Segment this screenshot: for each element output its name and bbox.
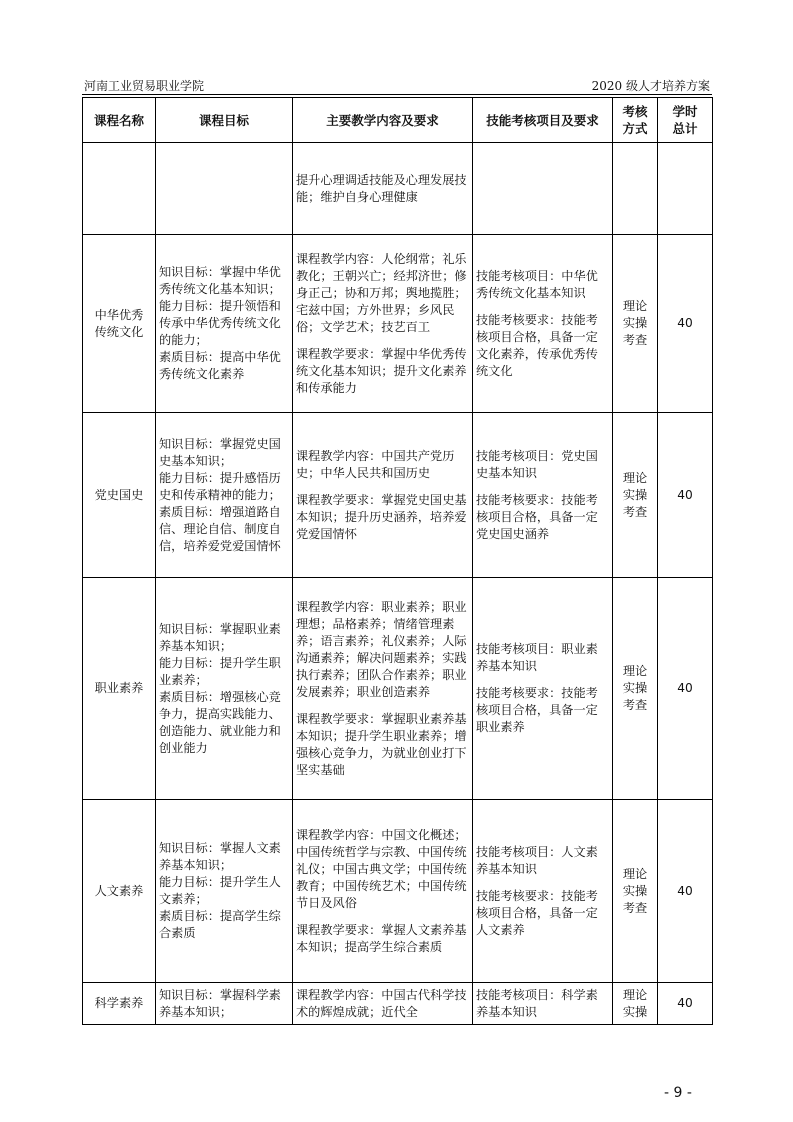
skill-assessment: 技能考核项目：人文素养基本知识 技能考核要求：技能考核项目合格，具备一定人文素养 [473,800,613,983]
assessment-method: 理论 实操 [613,983,658,1025]
assessment-method: 理论 实操 考查 [613,578,658,800]
skill-assessment: 技能考核项目：职业素养基本知识 技能考核要求：技能考核项目合格，具备一定职业素养 [473,578,613,800]
skill-assessment: 技能考核项目：科学素养基本知识 [473,983,613,1025]
course-name: 人文素养 [83,800,156,983]
skill-assessment: 技能考核项目：中华优秀传统文化基本知识 技能考核要求：技能考核项目合格，具备一定文化素养，传承优秀传统文化 [473,235,613,413]
course-goal: 知识目标：掌握人文素养基本知识； 能力目标：提升学生人文素养； 素质目标：提高学生综合素质 [156,800,293,983]
course-goal: 知识目标：掌握党史国史基本知识； 能力目标：提升感悟历史和传承精神的能力； 素质目标：增强道路自信、理论自信、制度自信，培养爱党爱国情怀 [156,413,293,578]
table-row [83,413,713,578]
course-goal: 知识目标：掌握职业素养基本知识； 能力目标：提升学生职业素养； 素质目标：增强核心竞争力，提高实践能力、创造能力、就业能力和创业能力 [156,578,293,800]
table-row-continued [83,143,713,235]
table-row [83,235,713,413]
course-name: 科学素养 [83,983,156,1025]
col-hours: 学时 总计 [658,98,713,143]
course-name: 中华优秀 传统文化 [83,235,156,413]
assessment-method: 理论 实操 考查 [613,235,658,413]
total-hours: 40 [658,800,713,983]
table-row [83,983,713,1025]
running-header [82,76,712,95]
page-number: - 9 - [664,1085,692,1101]
course-content: 课程教学内容：中国古代科学技术的辉煌成就；近代全 [293,983,473,1025]
skill-assessment: 技能考核项目：党史国史基本知识 技能考核要求：技能考核项目合格，具备一定党史国史涵养 [473,413,613,578]
col-assess: 考核 方式 [613,98,658,143]
assessment-method: 理论 实操 考查 [613,800,658,983]
course-content: 课程教学内容：人伦纲常；礼乐教化；王朝兴亡；经邦济世；修身正己；协和万邦；舆地揽胜；宅兹中国；方外世界；乡风民俗；文学艺术；技艺百工 课程教学要求：掌握中华优秀传统文化基本知识；提升文化素养和传承能力 [293,235,473,413]
course-content: 课程教学内容：中国共产党历史；中华人民共和国历史 课程教学要求：掌握党史国史基本知识；提升历史涵养，培养爱党爱国情怀 [293,413,473,578]
curriculum-table [82,97,713,1025]
col-skill: 技能考核项目及要求 [473,98,613,143]
course-content: 课程教学内容：职业素养；职业理想；品格素养；情绪管理素养；语言素养；礼仪素养；人际沟通素养；解决问题素养；实践执行素养；团队合作素养；职业发展素养；职业创造素养 课程教学要求：掌握职业素养基本知识；提升学生职业素养；增强核心竞争力，为就业创业打下坚实基础 [293,578,473,800]
total-hours: 40 [658,983,713,1025]
total-hours: 40 [658,578,713,800]
table-row [83,578,713,800]
total-hours: 40 [658,413,713,578]
course-goal: 知识目标：掌握科学素养基本知识； [156,983,293,1025]
course-name: 职业素养 [83,578,156,800]
table-row [83,800,713,983]
col-content: 主要教学内容及要求 [293,98,473,143]
continued-content: 提升心理调适技能及心理发展技能；维护自身心理健康 [293,143,473,235]
course-goal: 知识目标：掌握中华优秀传统文化基本知识； 能力目标：提升领悟和传承中华优秀传统文化的能力； 素质目标：提高中华优秀传统文化素养 [156,235,293,413]
header-plan: 2020 级人才培养方案 [591,79,710,93]
course-name: 党史国史 [83,413,156,578]
total-hours: 40 [658,235,713,413]
col-course-goal: 课程目标 [156,98,293,143]
header-school: 河南工业贸易职业学院 [84,79,205,93]
assessment-method: 理论 实操 考查 [613,413,658,578]
table-header-row [83,98,713,143]
course-content: 课程教学内容：中国文化概述；中国传统哲学与宗教、中国传统礼仪；中国古典文学；中国传统教育；中国传统艺术；中国传统节日及风俗 课程教学要求：掌握人文素养基本知识；提高学生综合素质 [293,800,473,983]
col-course-name: 课程名称 [83,98,156,143]
